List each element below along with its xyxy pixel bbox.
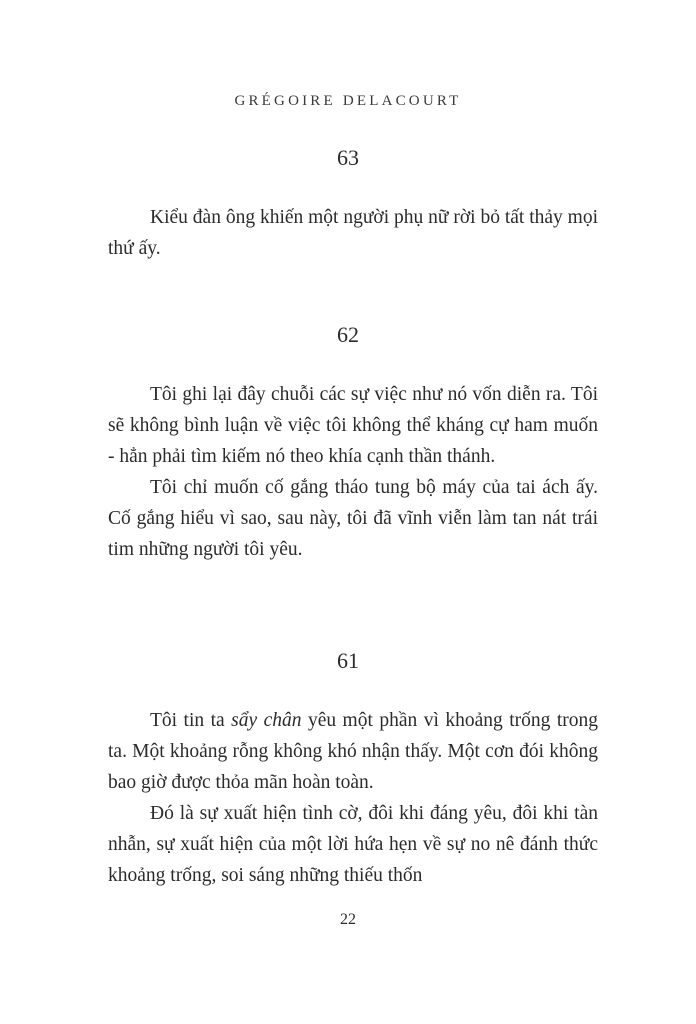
paragraph: Tôi chỉ muốn cố gắng tháo tung bộ máy của tai ách ấy. Cố gắng hiểu vì sao, sau này, tôi đã vĩnh viễn làm tan nát trái tim những người tôi yêu. — [108, 477, 598, 560]
italic-phrase: sẩy chân — [231, 710, 302, 731]
text-run: Tôi tin ta — [150, 710, 232, 731]
paragraph: Tôi ghi lại đây chuỗi các sự việc như nó vốn diễn ra. Tôi sẽ không bình luận về việc tôi không thể kháng cự ham muốn - hẳn phải tìm kiếm nó theo khía cạnh thần thánh. — [108, 384, 598, 467]
page-number: 22 — [340, 911, 356, 928]
section-number-61: 61 — [337, 648, 359, 673]
paragraph: Kiểu đàn ông khiến một người phụ nữ rời bỏ tất thảy mọi thứ ấy. — [108, 207, 598, 259]
paragraph — [108, 705, 598, 798]
text-run: yêu một phần vì khoảng trống trong ta. Một khoảng rỗng không khó nhận thấy. Một cơn đói không bao giờ được thỏa mãn hoàn toàn. — [108, 710, 598, 793]
paragraph: Đó là sự xuất hiện tình cờ, đôi khi đáng yêu, đôi khi tàn nhẫn, sự xuất hiện của một lời hứa hẹn về sự no nê đánh thức khoảng trống, soi sáng những thiếu thốn — [108, 803, 598, 886]
section-62-text — [108, 379, 598, 565]
section-63-text — [108, 202, 598, 264]
section-number-63: 63 — [337, 145, 359, 170]
running-header-author: GRÉGOIRE DELACOURT — [234, 93, 462, 109]
section-61-text — [108, 705, 598, 891]
section-number-62: 62 — [337, 322, 359, 347]
